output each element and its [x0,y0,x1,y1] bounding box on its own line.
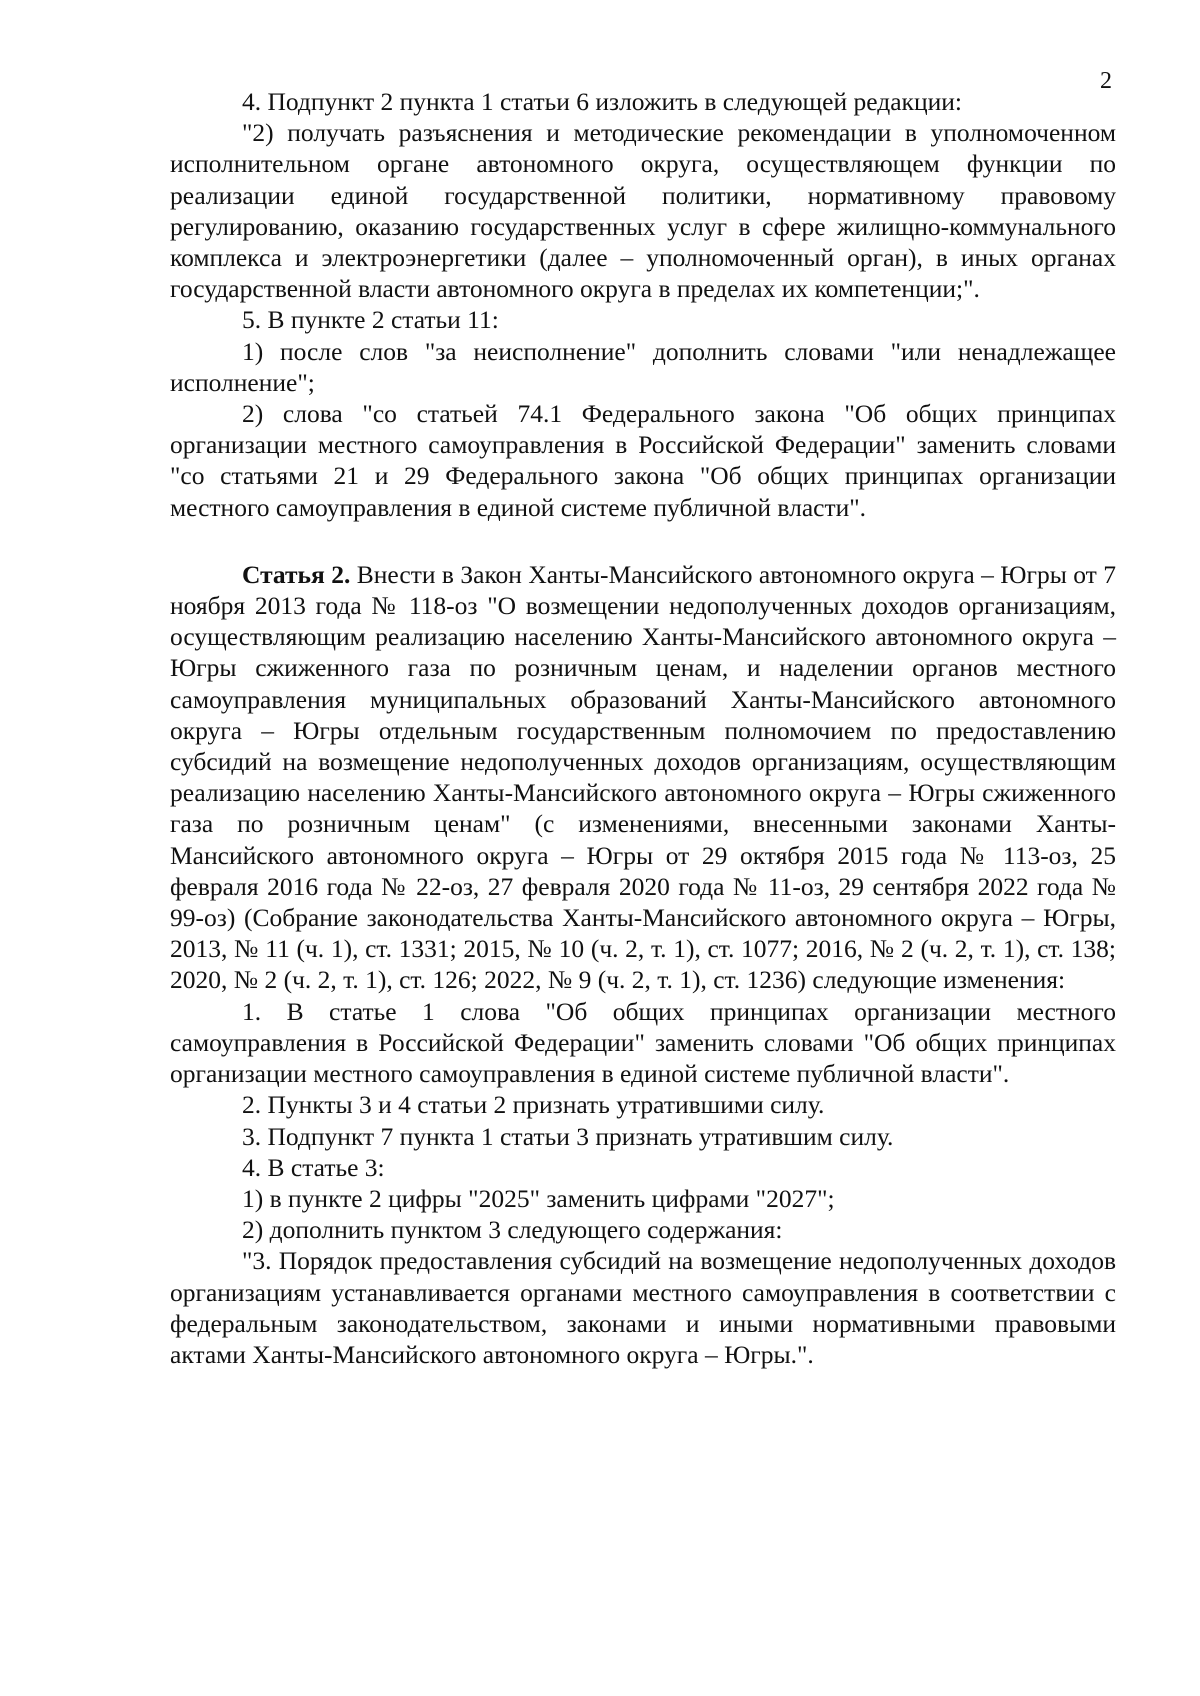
article-2-quoted-item-3: "3. Порядок предоставления субсидий на возмещение недополученных доходов организациям устанавливается органами местного самоуправления в соответствии с федеральным законодательством, законами и иными нормативными правовыми актами Ханты-Мансийского автономного округа – Югры.". [170,1246,1116,1369]
article-2-heading: Статья 2. [242,559,351,589]
article-2-item-1: 1. В статье 1 слова "Об общих принципах организации местного самоуправления в Российской Федерации" заменить словами "Об общих принципах организации местного самоуправления в единой системе публичной власти". [170,996,1116,1089]
paragraph-quoted-subitem-2: "2) получать разъяснения и методические рекомендации в уполномоченном исполнительном органе автономного округа, осуществляющем функции по реализации единой государственной политики, нормативному правовому регулированию, оказанию государственных услуг в сфере жилищно-коммунального комплекса и электроэнергетики (далее – уполномоченный орган), в иных органах государственной власти автономного округа в пределах их компетенции;". [170,118,1116,304]
article-2-item-4-1: 1) в пункте 2 цифры "2025" заменить цифрами "2027"; [242,1183,835,1213]
article-2-paragraph [170,559,1116,996]
paragraph-amendment-5-2: 2) слова "со статьей 74.1 Федерального закона "Об общих принципах организации местного самоуправления в Российской Федерации" заменить словами "со статьями 21 и 29 Федерального закона "Об общих принципах организации местного самоуправления в единой системе публичной власти". [170,399,1116,522]
paragraph-amendment-4: 4. Подпункт 2 пункта 1 статьи 6 изложить в следующей редакции: [242,87,962,116]
paragraph-amendment-5-1: 1) после слов "за неисполнение" дополнить словами "или ненадлежащее исполнение"; [170,336,1116,397]
document-body [170,86,1116,1370]
paragraph-amendment-5: 5. В пункте 2 статьи 11: [242,305,499,335]
article-2-item-4: 4. В статье 3: [242,1152,385,1182]
section-spacer [170,523,1116,559]
article-2-item-3: 3. Подпункт 7 пункта 1 статьи 3 признать утратившим силу. [242,1121,894,1151]
article-2-text: Внести в Закон Ханты-Мансийского автономного округа – Югры от 7 ноября 2013 года № 118-оз "О возмещении недополученных доходов организациям, осуществляющим реализацию населению Ханты-Мансийского автономного округа – Югры сжиженного газа по розничным ценам, и наделении органов местного самоуправления муниципальных образований Ханты-Мансийского автономного округа – Югры отдельным государственным полномочием по предоставлению субсидий на возмещение недополученных доходов организациям, осуществляющим реализацию населению Ханты-Мансийского автономного округа – Югры сжиженного газа по розничным ценам" (с изменениями, внесенными законами Ханты-Мансийского автономного округа – Югры от 29 октября 2015 года № 113-оз, 25 февраля 2016 года № 22-оз, 27 февраля 2020 года № 11-оз, 29 сентября 2022 года № 99-оз) (Собрание законодательства Ханты-Мансийского автономного округа – Югры, 2013, № 11 (ч. 1), ст. 1331; 2015, № 10 (ч. 2, т. 1), ст. 1077; 2016, № 2 (ч. 2, т. 1), ст. 138; 2020, № 2 (ч. 2, т. 1), ст. 126; 2022, № 9 (ч. 2, т. 1), ст. 1236) следующие изменения: [170,559,1116,995]
page-number: 2 [1100,68,1112,94]
article-2-item-2: 2. Пункты 3 и 4 статьи 2 признать утратившими силу. [242,1090,825,1120]
article-2-item-4-2: 2) дополнить пунктом 3 следующего содержания: [242,1215,783,1245]
